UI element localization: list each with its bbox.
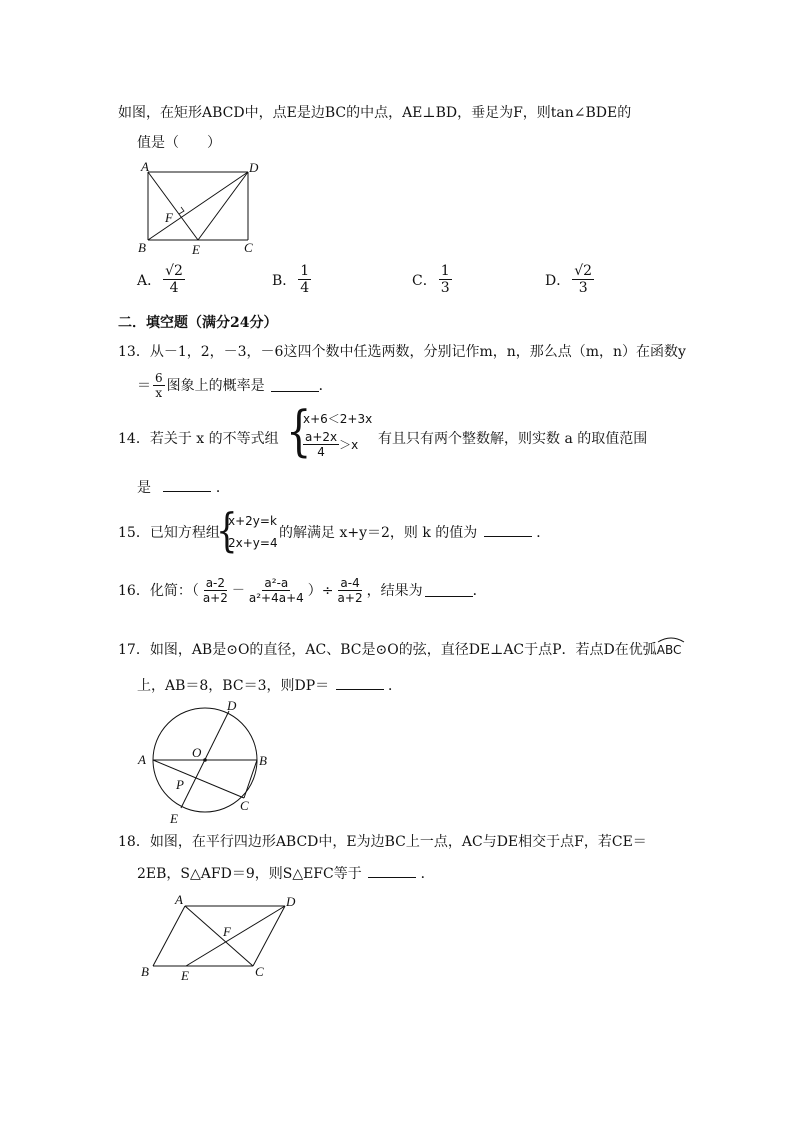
- q17-label-o: O: [192, 745, 202, 760]
- q12-option-a-num: √2: [165, 263, 183, 279]
- q12-label-d: D: [249, 160, 259, 175]
- q12-figure: [135, 158, 265, 258]
- q12-label-c: C: [244, 240, 253, 255]
- q18-edge-dc: [253, 906, 285, 966]
- q14-brace: {: [286, 400, 312, 464]
- q12-diag-bd: [148, 172, 248, 240]
- q15-post-text: 的解满足 x+y＝2，则 k 的值为: [279, 525, 478, 541]
- q16-mid: ）÷: [307, 582, 334, 599]
- q16-end: ．: [472, 582, 487, 599]
- q12-option-b-label: B．: [272, 272, 297, 289]
- q18-line1-text: 18．如图，在平行四边形ABCD中，E为边BC上一点，AC与DE相交于点F，若CE＝: [118, 834, 647, 850]
- q17-end: ．: [388, 678, 403, 694]
- q17-answer-blank[interactable]: [336, 677, 384, 690]
- q12-seg-ae: [148, 172, 198, 240]
- q13-line1-text: 13．从－1，2，－3，－6这四个数中任选两数，分别记作m，n，那么点（m，n）在函数y: [118, 344, 686, 360]
- q18-label-f: F: [223, 924, 231, 939]
- q18-end: ．: [420, 866, 435, 882]
- q12-option-a-label: A．: [137, 272, 162, 289]
- q13-line2: [137, 371, 333, 400]
- q14-line2-text: 是: [137, 480, 151, 496]
- q18-diag-ac: [185, 906, 253, 966]
- q12-seg-de: [198, 172, 248, 240]
- q12-option-c[interactable]: [412, 263, 454, 296]
- q18-answer-blank[interactable]: [368, 865, 416, 878]
- q14-pre-text: 14．若关于 x 的不等式组: [118, 431, 279, 447]
- q17-line2: [137, 677, 402, 695]
- q12-option-d-den: 3: [578, 280, 588, 296]
- q12-label-a: A: [141, 159, 149, 174]
- q17-center-dot: [203, 758, 207, 762]
- q15-brace: {: [216, 504, 238, 558]
- q14-ineq2-rel: ＞x: [339, 437, 359, 452]
- q17-chord-ac: [153, 760, 244, 798]
- q14-inequality-2: [303, 430, 358, 459]
- q17-line2-text: 上，AB＝8，BC＝3，则DP＝: [137, 678, 330, 694]
- q12-option-c-den: 3: [440, 280, 450, 296]
- q12-option-c-label: C．: [412, 272, 437, 289]
- q15-answer-blank[interactable]: [484, 524, 532, 537]
- q16-frac1-den: a+2: [202, 591, 228, 605]
- q18-label-a: A: [175, 892, 183, 907]
- q17-line1: [118, 641, 681, 659]
- q17-label-p: P: [176, 777, 184, 792]
- q12-option-d[interactable]: [545, 263, 596, 296]
- q13-line1: [118, 343, 686, 361]
- q15-end: ．: [536, 525, 551, 541]
- q14-post-text: 有且只有两个整数解，则实数 a 的取值范围: [378, 431, 648, 447]
- q12-label-e: E: [192, 242, 200, 257]
- q18-line2: [137, 865, 435, 883]
- q13-end: ．: [318, 377, 333, 394]
- q14-ineq2-den: 4: [317, 445, 325, 459]
- q16-line: [118, 576, 487, 605]
- q13-equals: ＝: [137, 377, 151, 394]
- q17-figure: [133, 694, 273, 826]
- q15-equation-2: 2x+y=4: [228, 536, 278, 550]
- q18-label-d: D: [286, 894, 296, 909]
- q18-line2-text: 2EB，S△AFD＝9，则S△EFC等于: [137, 866, 362, 882]
- q12-line2: [137, 134, 221, 152]
- q18-line1: [118, 833, 647, 851]
- q15-post: [279, 524, 550, 542]
- q12-option-d-num: √2: [574, 263, 593, 279]
- q12-option-b-num: 1: [300, 263, 310, 279]
- q12-label-f: F: [165, 210, 173, 225]
- q12-option-b[interactable]: [272, 263, 313, 296]
- q16-frac3-den: a+2: [337, 591, 363, 605]
- q17-label-b: B: [259, 753, 267, 768]
- q13-answer-blank[interactable]: [271, 379, 319, 392]
- q16-frac3-num: a-4: [340, 576, 360, 590]
- q16-pre-text: 16．化简：（: [118, 582, 199, 599]
- q14-inequality-1: x+6＜2+3x: [303, 412, 373, 426]
- q17-line1-text: 17．如图，AB是⊙O的直径，AC、BC是⊙O的弦，直径DE⊥AC于点P．若点D在优弧: [118, 642, 657, 658]
- q16-minus: －: [231, 582, 245, 598]
- q18-figure: [135, 890, 305, 990]
- q18-seg-de: [186, 906, 285, 966]
- q14-end: ．: [215, 480, 230, 496]
- q12-line1: [118, 104, 631, 122]
- q14-ineq2-num: a+2x: [305, 430, 338, 444]
- q16-frac2-num: a²-a: [264, 576, 289, 590]
- q14-answer-blank[interactable]: [163, 479, 211, 492]
- q18-label-b: B: [141, 964, 149, 979]
- q18-label-c: C: [255, 964, 264, 979]
- q15-equation-1: x+2y=k: [228, 514, 277, 528]
- q12-option-d-label: D．: [545, 272, 571, 289]
- q13-frac-num: 6: [155, 371, 163, 385]
- q13-post-text: 图象上的概率是: [166, 377, 265, 394]
- q18-edge-ab: [153, 906, 185, 966]
- q12-line1-text: 如图，在矩形ABCD中，点E是边BC的中点，AE⊥BD，垂足为F，则tan∠BDE的: [118, 105, 632, 121]
- q12-line2-text: 值是（ ）: [137, 135, 221, 151]
- q14-line2: [137, 479, 230, 497]
- q16-post-text: ，结果为: [366, 582, 423, 599]
- q17-arc-abc: [657, 641, 682, 659]
- q17-arc-text: ABC: [656, 643, 682, 657]
- q18-label-e: E: [181, 968, 189, 983]
- q17-chord-bc: [244, 760, 257, 798]
- q12-option-a-den: 4: [169, 280, 179, 296]
- q17-label-d: D: [227, 698, 237, 713]
- q13-frac-den: x: [155, 386, 163, 400]
- q17-arc-mark: [657, 635, 685, 643]
- q12-option-c-num: 1: [440, 263, 450, 279]
- q12-right-angle-mark: [179, 207, 184, 214]
- section-title: 二．填空题（满分24分）: [118, 315, 278, 331]
- q12-option-b-den: 4: [300, 280, 310, 296]
- q16-answer-blank[interactable]: [425, 584, 473, 597]
- q12-option-a[interactable]: [137, 263, 187, 296]
- q16-frac1-num: a-2: [205, 576, 226, 590]
- q17-label-e: E: [170, 811, 178, 826]
- q12-label-b: B: [138, 240, 146, 255]
- q17-label-c: C: [240, 798, 249, 813]
- q16-frac2-den: a²+4a+4: [248, 591, 304, 605]
- q15-pre-text: 15．已知方程组: [118, 525, 220, 541]
- q17-label-a: A: [138, 752, 146, 767]
